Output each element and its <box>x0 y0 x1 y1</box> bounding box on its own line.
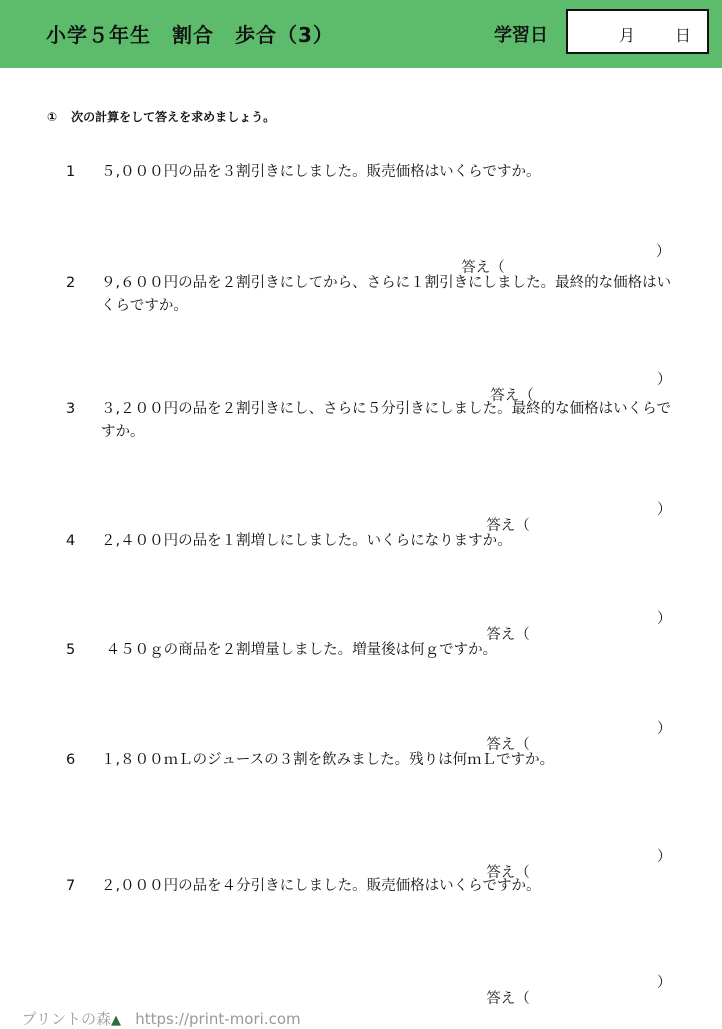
tree-icon: ▲ <box>110 1013 121 1028</box>
answer-label: 答え（ <box>461 260 505 276</box>
question-number: 7 <box>66 878 76 894</box>
question-text: ５,０００円の品を３割引きにしました。販売価格はいくらですか。 <box>101 164 541 180</box>
question-number: 1 <box>66 164 76 180</box>
answer-close-paren: ） <box>656 244 671 260</box>
answer-label: 答え（ <box>490 388 534 404</box>
answer-label: 答え（ <box>486 737 530 753</box>
header-bar <box>0 0 722 68</box>
answer-close-paren: ） <box>657 721 672 737</box>
answer-close-paren: ） <box>657 372 672 388</box>
answer-line-7[interactable] <box>477 971 672 1024</box>
question-text: ３,２００円の品を２割引きにし、さらに５分引きにしました。最終的な価格はいくらですか。 <box>101 401 671 440</box>
question-text: ２,４００円の品を１割増しにしました。いくらになりますか。 <box>101 533 512 549</box>
answer-close-paren: ） <box>657 502 672 518</box>
question-text: １,８００ｍＬのジュースの３割を飲みました。残りは何ｍＬですか。 <box>101 752 555 768</box>
question-number: 5 <box>66 642 76 658</box>
answer-close-paren: ） <box>657 975 672 991</box>
question-text: ９,６００円の品を２割引きにしてから、さらに１割引きにしました。最終的な価格はいくらですか。 <box>101 275 672 314</box>
question-number: 2 <box>66 275 76 291</box>
answer-label: 答え（ <box>486 518 530 534</box>
instruction-text: 次の計算をして答えを求めましょう。 <box>71 110 276 124</box>
site-url[interactable]: https://print-mori.com <box>135 1010 301 1028</box>
worksheet-title: 小学５年生 割合 歩合（3） <box>46 23 334 47</box>
instruction <box>47 108 275 125</box>
answer-label: 答え（ <box>486 627 530 643</box>
answer-label: 答え（ <box>486 865 530 881</box>
footer <box>12 990 301 1029</box>
study-date-field[interactable] <box>566 9 709 54</box>
site-name: プリントの森 <box>21 1010 111 1028</box>
question-text: ２,０００円の品を４分引きにしました。販売価格はいくらですか。 <box>101 878 541 894</box>
study-date-label: 学習日 <box>494 25 548 46</box>
instruction-number: ① <box>47 110 58 124</box>
day-label: 日 <box>675 26 692 45</box>
answer-close-paren: ） <box>657 611 672 627</box>
question-number: 3 <box>66 401 76 417</box>
question-text: ４５０ｇの商品を２割増量しました。増量後は何ｇですか。 <box>101 642 498 658</box>
question-number: 4 <box>66 533 76 549</box>
answer-close-paren: ） <box>657 849 672 865</box>
answer-label: 答え（ <box>486 991 530 1007</box>
month-label: 月 <box>619 26 636 45</box>
question-number: 6 <box>66 752 76 768</box>
